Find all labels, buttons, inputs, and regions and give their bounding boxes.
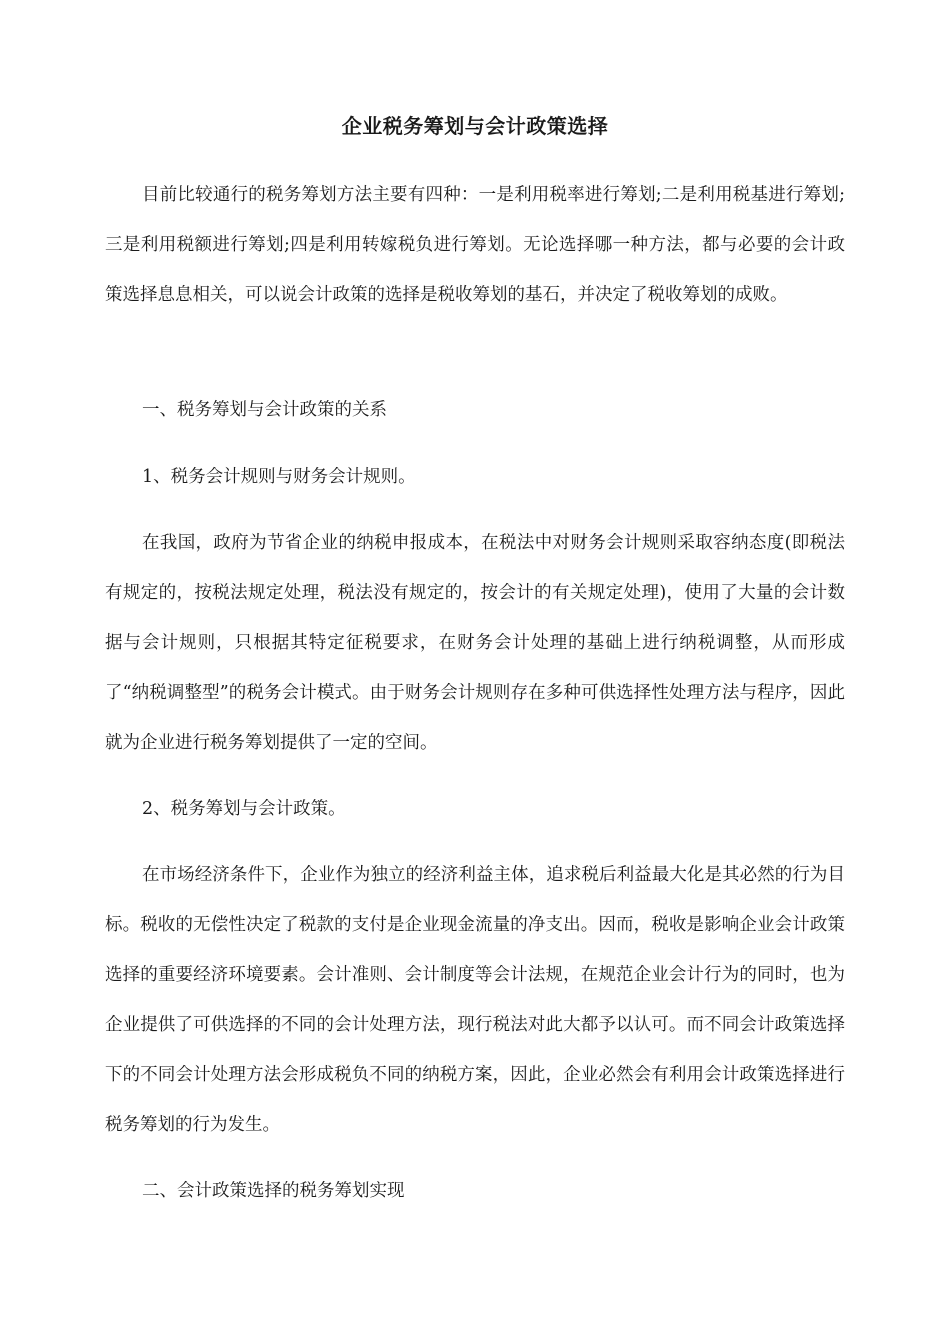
document-title: 企业税务筹划与会计政策选择 (341, 114, 609, 138)
intro-paragraph: 目前比较通行的税务筹划方法主要有四种：一是利用税率进行筹划;二是利用税基进行筹划;三是利用税额进行筹划;四是利用转嫁税负进行筹划。无论选择哪一种方法，都与必要的会计政策选择息息相关，可以说会计政策的选择是税收筹划的基石，并决定了税收筹划的成败。 (105, 185, 845, 305)
subsection-1-heading: 1、税务会计规则与财务会计规则。 (142, 467, 416, 487)
subsection-2-paragraph: 在市场经济条件下，企业作为独立的经济利益主体，追求税后利益最大化是其必然的行为目标。税收的无偿性决定了税款的支付是企业现金流量的净支出。因而，税收是影响企业会计政策选择的重要经济环境要素。会计准则、会计制度等会计法规，在规范企业会计行为的同时，也为企业提供了可供选择的不同的会计处理方法，现行税法对此大都予以认可。而不同会计政策选择下的不同会计处理方法会形成税负不同的纳税方案，因此，企业必然会有利用会计政策选择进行税务筹划的行为发生。 (105, 865, 845, 1135)
subsection-1-paragraph: 在我国，政府为节省企业的纳税申报成本，在税法中对财务会计规则采取容纳态度(即税法有规定的，按税法规定处理，税法没有规定的，按会计的有关规定处理)，使用了大量的会计数据与会计规则，只根据其特定征税要求，在财务会计处理的基础上进行纳税调整，从而形成了“纳税调整型”的税务会计模式。由于财务会计规则存在多种可供选择性处理方法与程序，因此就为企业进行税务筹划提供了一定的空间。 (105, 533, 845, 753)
section-2-heading: 二、会计政策选择的税务筹划实现 (142, 1181, 405, 1201)
subsection-2-heading: 2、税务筹划与会计政策。 (142, 799, 346, 819)
section-1-heading: 一、税务筹划与会计政策的关系 (142, 400, 387, 420)
